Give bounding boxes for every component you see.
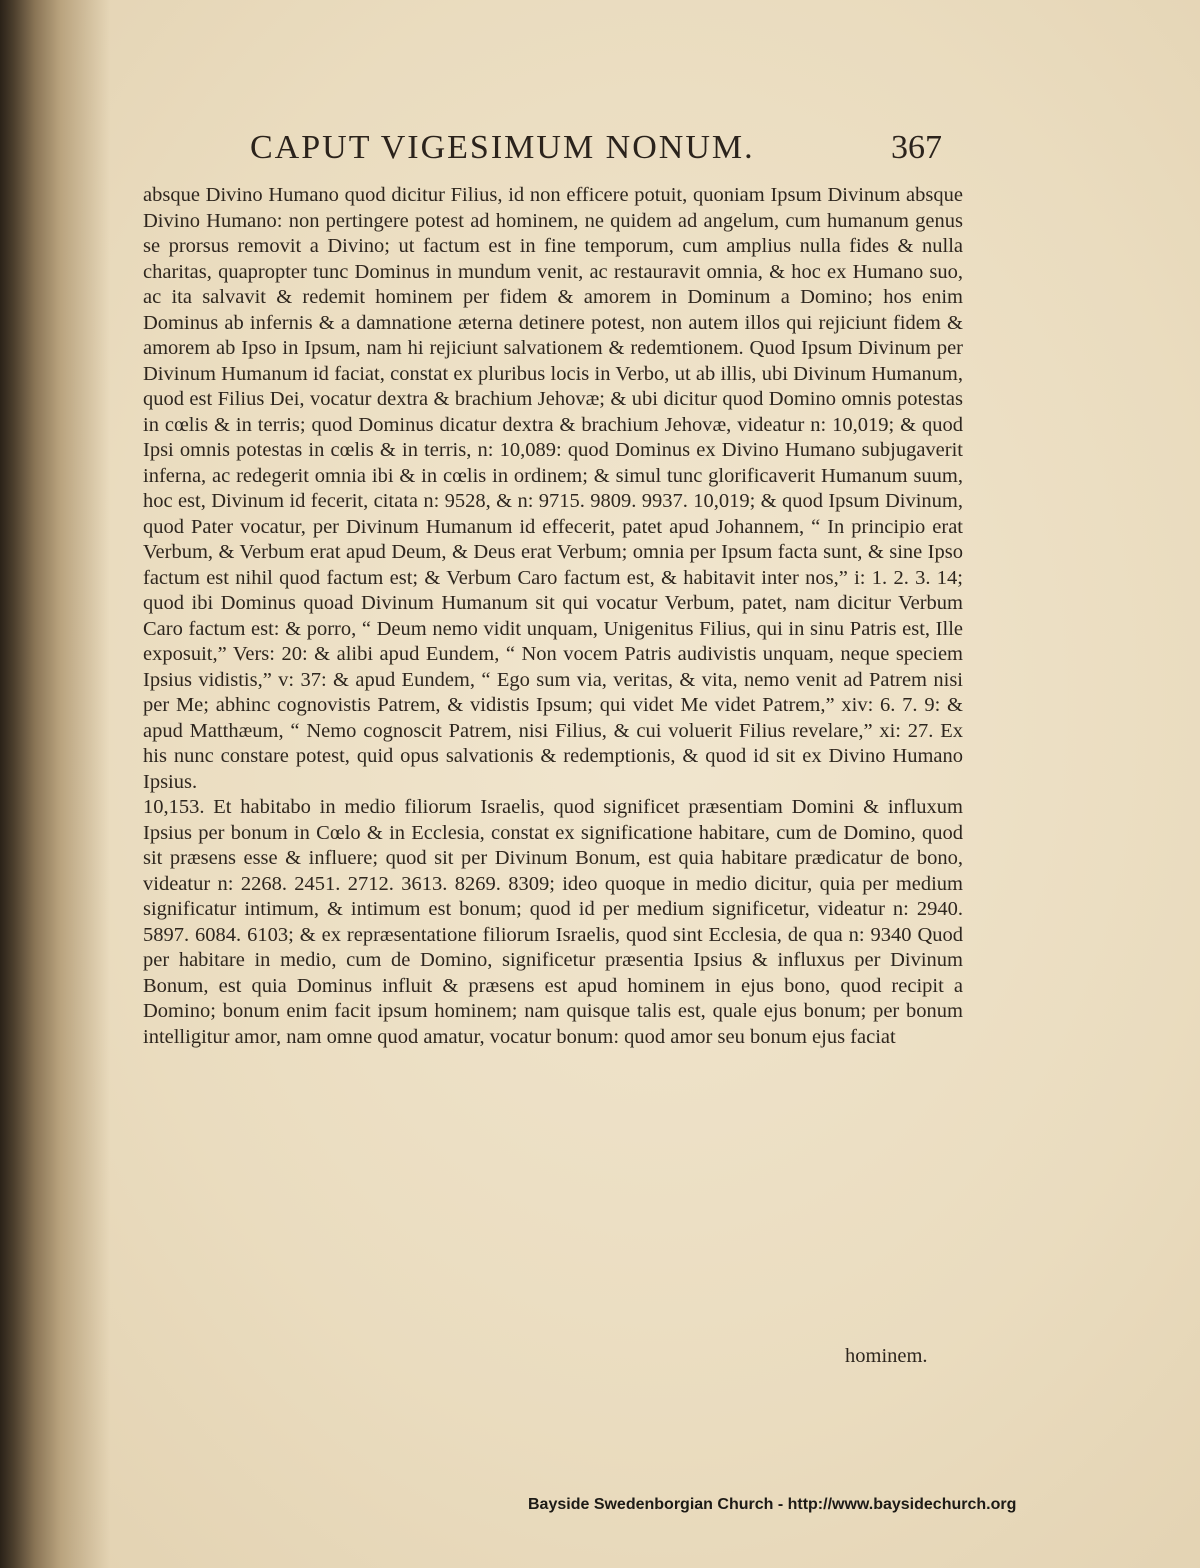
catchword: hominem. — [845, 1345, 928, 1367]
source-watermark: Bayside Swedenborgian Church - http://www.baysidechurch.org — [528, 1496, 1017, 1513]
paragraph-10153: 10,153. Et habitabo in medio filiorum Israelis, quod significet præsentiam Domini & influxum Ipsius per bonum in Cœlo & in Ecclesia, constat ex significatione habitare, cum de Domino, quod sit præsens esse & influere; quod sit per Divinum Bonum, est quia habitare prædicatur de bono, videatur n: 2268. 2451. 2712. 3613. 8269. 8309; ideo quoque in medio dicitur, quia per medium significatur intimum, & intimum est bonum; quod id per medium significetur, videatur n: 2940. 5897. 6084. 6103; & ex repræsentatione filiorum Israelis, quod sint Ecclesia, de qua n: 9340 Quod per habitare in medio, cum de Domino, significetur præsentia Ipsius & influxus per Divinum Bonum, est quia Dominus influit & præsens est apud hominem in ejus bono, quod recipit a Domino; bonum enim facit ipsum hominem; nam quisque talis est, quale ejus bonum; per bonum intelligitur amor, nam omne quod amatur, vocatur bonum: quod amor seu bonum ejus faciat — [143, 796, 963, 1048]
paragraph-continuation: absque Divino Humano quod dicitur Filius, id non efficere potuit, quoniam Ipsum Divinum absque Divino Humano: non pertingere potest ad hominem, ne quidem ad angelum, cum humanum genus se prorsus removit a Divino; ut factum est in fine temporum, cum amplius nulla fides & nulla charitas, quapropter tunc Dominus in mundum venit, ac restauravit omnia, & hoc ex Humano suo, ac ita salvavit & redemit hominem per fidem & amorem in Dominum a Domino; hos enim Dominus ab infernis & a damnatione æterna detinere potest, non autem illos qui rejiciunt fidem & amorem ab Ipso in Ipsum, nam hi rejiciunt salvationem & redemtionem. Quod Ipsum Divinum per Divinum Humanum id faciat, constat ex pluribus locis in Verbo, ut ab illis, ubi Divinum Humanum, quod est Filius Dei, vocatur dextra & brachium Jehovæ; & ubi dicitur quod Domino omnis potestas in cœlis & in terris; quod Dominus dicatur dextra & brachium Jehovæ, videatur n: 10,019; & quod Ipsi omnis potestas in cœlis & in terris, n: 10,089: quod Dominus ex Divino Humano subjugaverit inferna, ac redegerit omnia ibi & in cœlis in ordinem; & simul tunc glorificaverit Humanum suum, hoc est, Divinum id fecerit, citata n: 9528, & n: 9715. 9809. 9937. 10,019; & quod Ipsum Divinum, quod Pater vocatur, per Divinum Humanum id effecerit, patet apud Johannem, “ In principio erat Verbum, & Verbum erat apud Deum, & Deus erat Verbum; omnia per Ipsum facta sunt, & sine Ipso factum est nihil quod factum est; & Verbum Caro factum est, & habitavit inter nos,” i: 1. 2. 3. 14; quod ibi Dominus quoad Divinum Humanum sit qui vocatur Verbum, patet, nam dicitur Verbum Caro factum est: & porro, “ Deum nemo vidit unquam, Unigenitus Filius, qui in sinu Patris est, Ille exposuit,” Vers: 20: & alibi apud Eundem, “ Non vocem Patris audivistis unquam, neque speciem Ipsius vidistis,” v: 37: & apud Eundem, “ Ego sum via, veritas, & vita, nemo venit ad Patrem nisi per Me; abhinc cognovistis Patrem, & vidistis Ipsum; qui videt Me videt Patrem,” xiv: 6. 7. 9: & apud Matthæum, “ Nemo cognoscit Patrem, nisi Filius, & cui voluerit Filius revelare,” xi: 27. Ex his nunc constare potest, quid opus salvationis & redemptionis, & quod id sit ex Divino Humano Ipsius. — [143, 184, 963, 793]
page-number: 367 — [891, 129, 942, 166]
body-text — [143, 183, 963, 1050]
binding-gutter-shadow — [0, 0, 110, 1568]
page-header — [250, 128, 950, 178]
running-head: CAPUT VIGESIMUM NONUM. — [250, 129, 755, 166]
